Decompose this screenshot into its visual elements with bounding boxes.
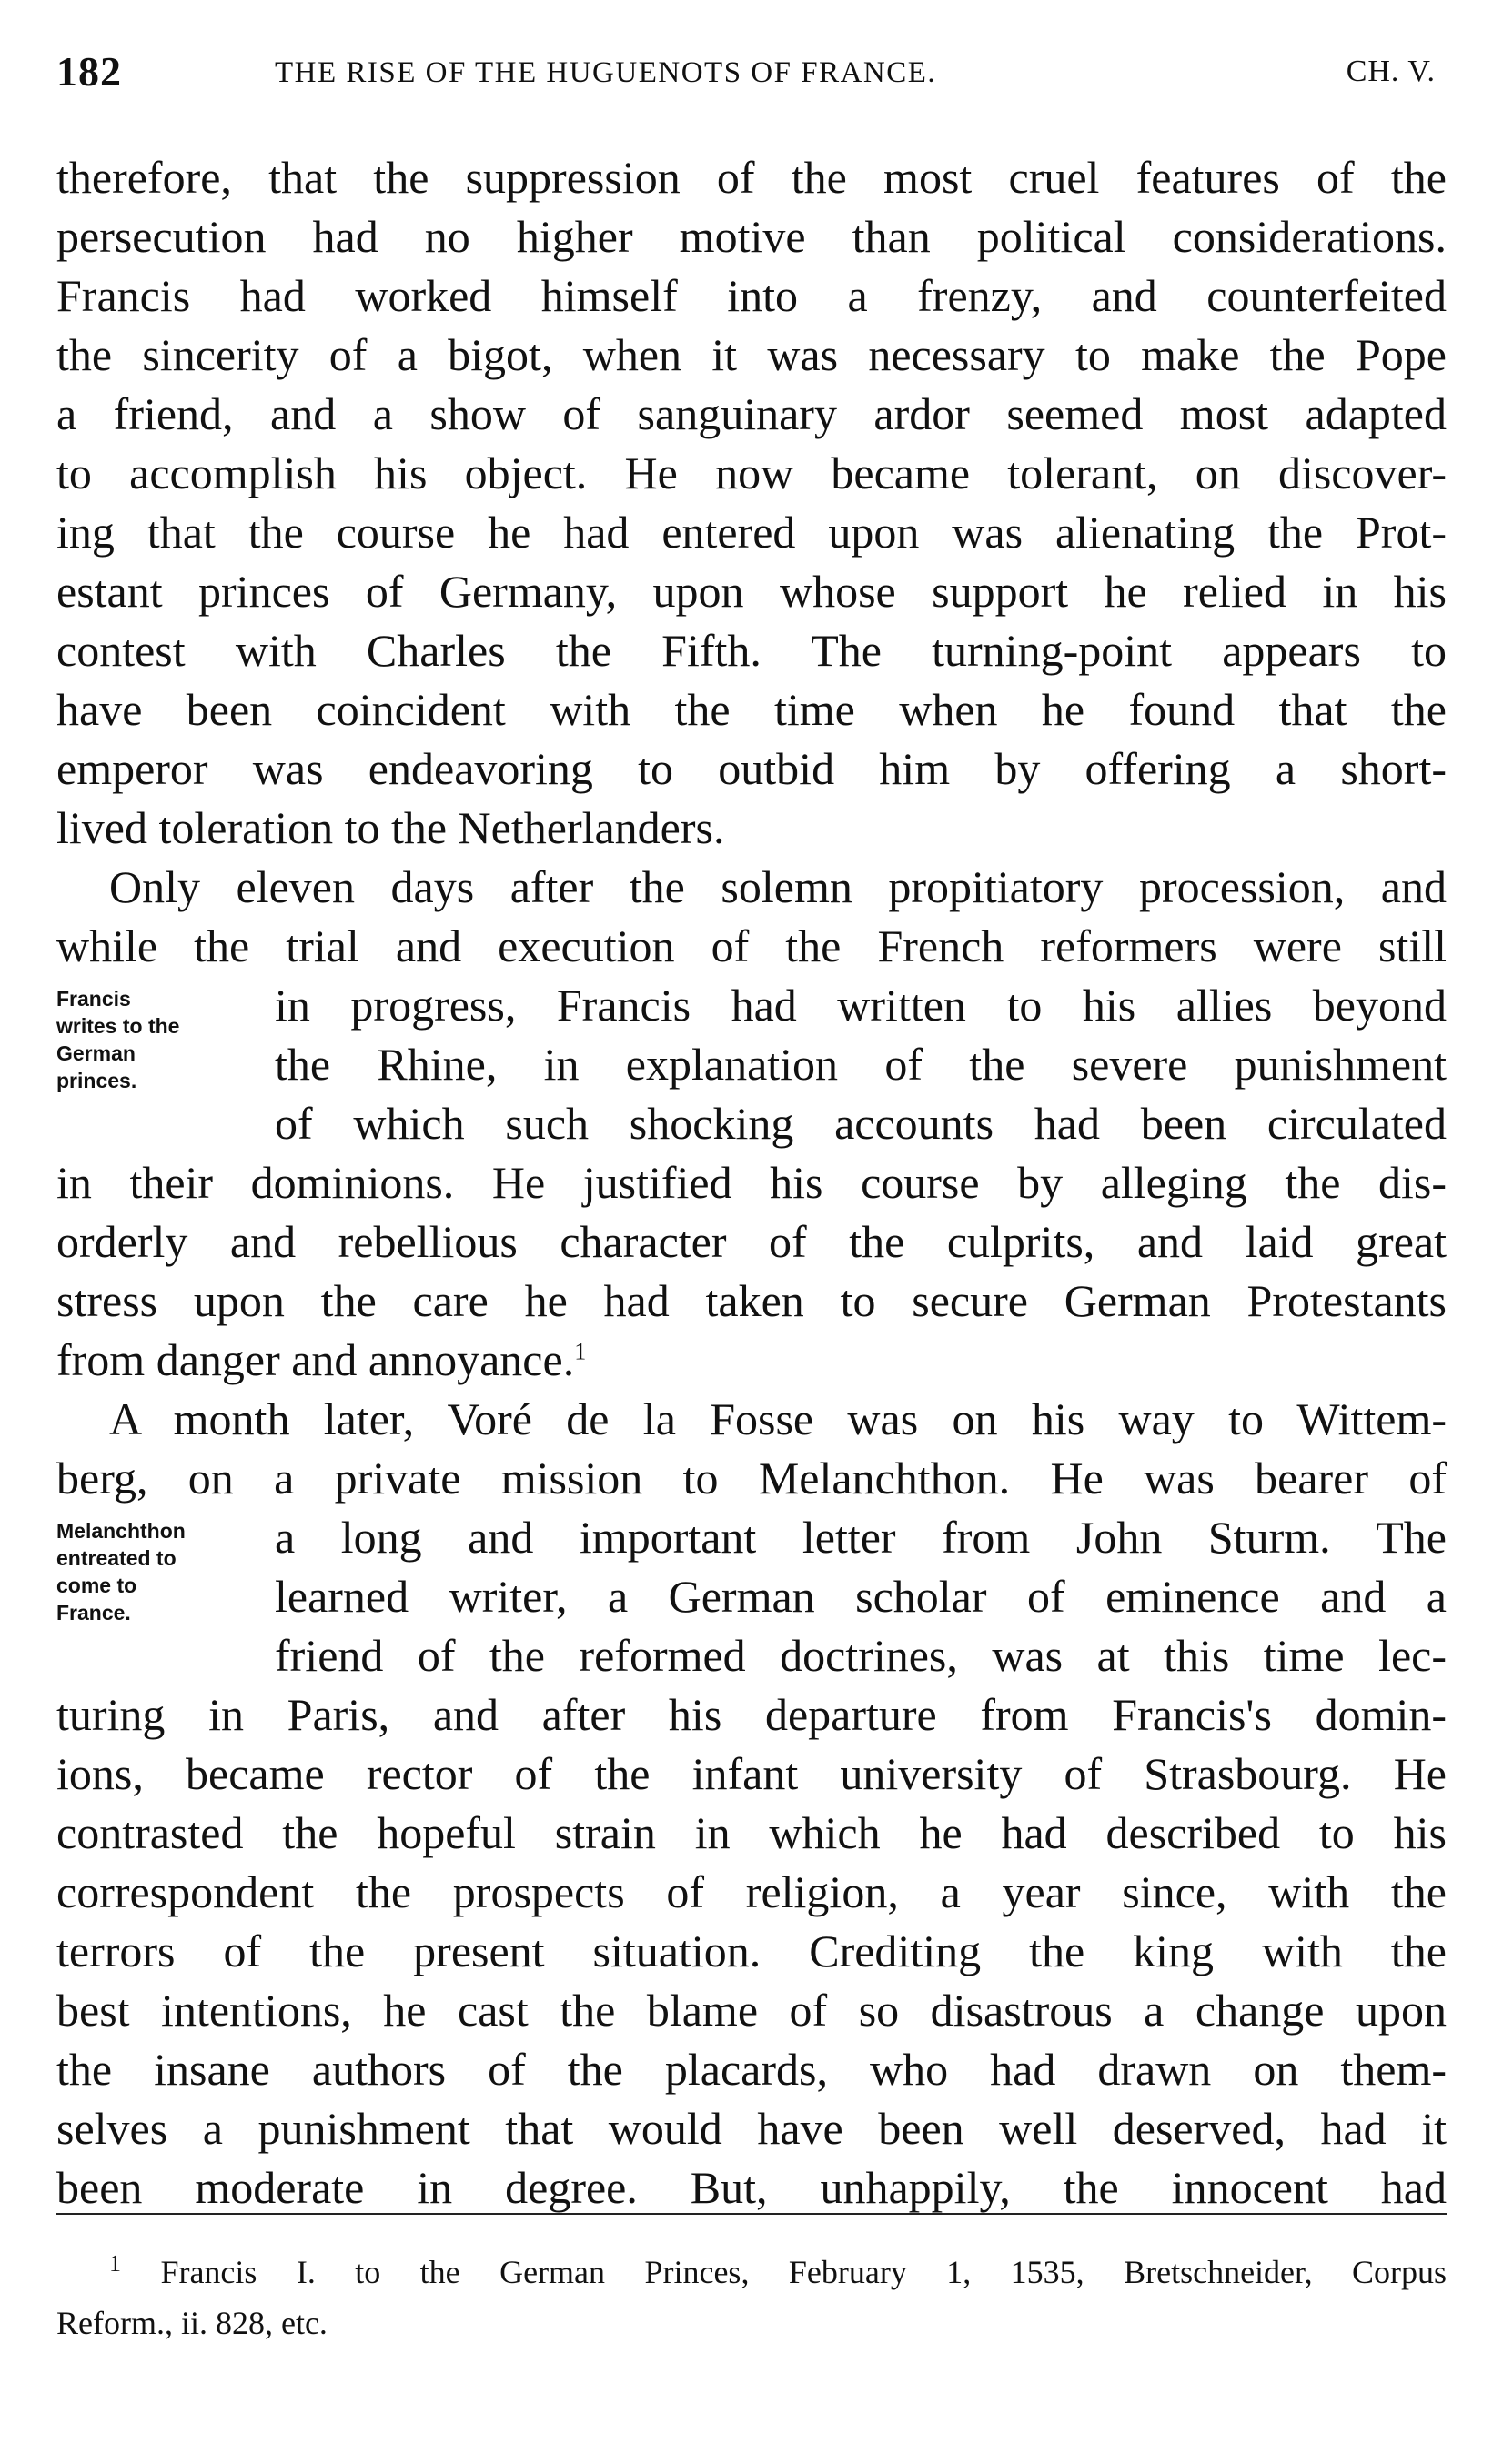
text-line: been moderate in degree. But, unhappily, the innocent had: [56, 2162, 1447, 2213]
text-line: the Rhine, in explanation of the severe punishment: [275, 1039, 1447, 1090]
footnote: [56, 2247, 1447, 2348]
margin-note-line: entreated to: [56, 1546, 177, 1570]
text-line: the insane authors of the placards, who had drawn on them-: [56, 2044, 1447, 2095]
margin-note-line: come to: [56, 1574, 137, 1597]
text-line: lived toleration to the Netherlanders.: [56, 802, 725, 853]
text-line: a friend, and a show of sanguinary ardor seemed most adapted: [56, 388, 1447, 439]
text-line: ions, became rector of the infant university of Strasbourg. He: [56, 1748, 1447, 1799]
paragraph-continuation: [56, 148, 1447, 858]
text-line: berg, on a private mission to Melanchthon. He was bearer of: [56, 1453, 1447, 1504]
sidenote-block: [56, 976, 1447, 1153]
text-line: correspondent the prospects of religion, a year since, with the: [56, 1866, 1447, 1917]
margin-note-line: German: [56, 1041, 136, 1065]
text-line: contest with Charles the Fifth. The turning-point appears to: [56, 625, 1447, 676]
margin-note-line: princes.: [56, 1069, 137, 1092]
text-line: Francis had worked himself into a frenzy, and counterfeited: [56, 270, 1447, 321]
text-line: the sincerity of a bigot, when it was necessary to make the Pope: [56, 329, 1447, 380]
margin-note-line: France.: [56, 1601, 131, 1624]
running-title: THE RISE OF THE HUGUENOTS OF FRANCE.: [275, 56, 937, 89]
text-line: turing in Paris, and after his departure from Francis's domin-: [56, 1689, 1447, 1740]
text-line: contrasted the hopeful strain in which he had described to his: [56, 1807, 1447, 1858]
margin-note-melanchthon: [56, 1517, 266, 1626]
text-line: emperor was endeavoring to outbid him by offering a short-: [56, 743, 1447, 794]
text-line: in their dominions. He justified his course by alleging the dis-: [56, 1157, 1447, 1208]
text-line: in progress, Francis had written to his allies beyond: [275, 980, 1447, 1031]
text-line: while the trial and execution of the French reformers were still: [56, 920, 1447, 971]
page-number: 182: [56, 48, 122, 95]
text-line: ing that the course he had entered upon was alienating the Prot-: [56, 507, 1447, 558]
margin-note-line: Francis: [56, 987, 131, 1011]
text-body: [56, 148, 1447, 2218]
text-line: to accomplish his object. He now became tolerant, on discover-: [56, 448, 1447, 498]
text-line: a long and important letter from John Sturm. The: [275, 1512, 1447, 1563]
text-line: therefore, that the suppression of the most cruel features of the: [56, 152, 1447, 203]
footnote-line: [56, 2247, 1447, 2298]
text-line: of which such shocking accounts had been circulated: [275, 1098, 1447, 1149]
text-line: selves a punishment that would have been well deserved, had it: [56, 2103, 1447, 2154]
text-line: [56, 1331, 1447, 1390]
text-line: stress upon the care he had taken to secure German Protestants: [56, 1275, 1447, 1326]
text-line: learned writer, a German scholar of eminence and a: [275, 1571, 1447, 1622]
text-line: have been coincident with the time when he found that the: [56, 684, 1447, 735]
paragraph-melanchthon: [56, 1390, 1447, 2218]
footnote-reference: 1: [574, 1338, 587, 1365]
margin-note-line: writes to the: [56, 1014, 180, 1038]
paragraph-francis-letter: [56, 858, 1447, 1390]
text-line: friend of the reformed doctrines, was at this time lec-: [275, 1630, 1447, 1681]
footnote-divider: [56, 2213, 1447, 2215]
text-line: persecution had no higher motive than political considerations.: [56, 211, 1447, 262]
sidenote-block: [56, 1508, 1447, 1685]
footnote-marker: 1: [109, 2250, 121, 2277]
running-head: [56, 47, 1448, 102]
footnote-line: Reform., ii. 828, etc.: [56, 2305, 328, 2341]
footnote-text: Francis I. to the German Princes, February 1, 1535, Bretschneider, Corpus: [160, 2254, 1448, 2290]
text-line: A month later, Voré de la Fosse was on his way to Wittem-: [109, 1393, 1447, 1444]
chapter-mark: CH. V.: [1346, 55, 1436, 88]
text-line: orderly and rebellious character of the culprits, and laid great: [56, 1216, 1447, 1267]
text-line: best intentions, he cast the blame of so disastrous a change upon: [56, 1985, 1447, 2036]
margin-note-line: Melanchthon: [56, 1519, 186, 1543]
text-line: estant princes of Germany, upon whose support he relied in his: [56, 566, 1447, 617]
text-line-content: from danger and annoyance.: [56, 1334, 575, 1385]
text-line: Only eleven days after the solemn propitiatory procession, and: [109, 861, 1447, 912]
margin-note-francis: [56, 985, 266, 1094]
text-line: terrors of the present situation. Crediting the king with the: [56, 1926, 1447, 1976]
